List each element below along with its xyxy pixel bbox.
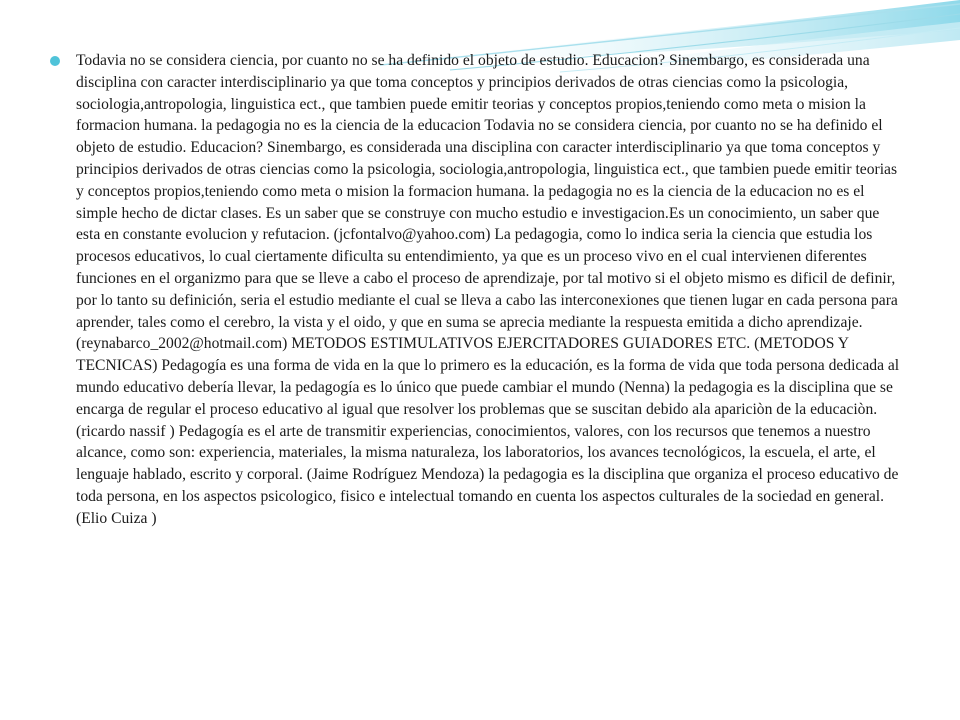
slide-content [50, 50, 900, 530]
bullet-dot-icon [50, 56, 60, 66]
body-paragraph: Todavia no se considera ciencia, por cuanto no se ha definido el objeto de estudio. Educacion? Sinembargo, es considerada una disciplina con caracter interdisciplinario ya que toma conceptos y principios derivados de otras ciencias como la psicologia, sociologia,antropologia, linguistica ect., que tambien puede emitir teorias y conceptos propios,teniendo como meta o mision la formacion humana. la pedagogia no es la ciencia de la educacion Todavia no se considera ciencia, por cuanto no se ha definido el objeto de estudio. Educacion? Sinembargo, es considerada una disciplina con caracter interdisciplinario ya que toma conceptos y principios derivados de otras ciencias como la psicologia, sociologia,antropologia, linguistica ect., que tambien puede emitir teorias y conceptos propios,teniendo como meta o mision la formacion humana. la pedagogia no es la ciencia de la educacion no es el simple hecho de dictar clases. Es un saber que se construye con mucho estudio e investigacion.Es un conocimiento, un saber que esta en constante evolucion y refutacion. (jcfontalvo@yahoo.com) La pedagogia, como lo indica seria la ciencia que estudia los procesos educativos, lo cual ciertamente dificulta su entendimiento, ya que es un proceso vivo en el cual intervienen diferentes funciones en el organizmo para que se lleve a cabo el proceso de aprendizaje, por tal motivo si el objeto mismo es dificil de definir, por lo tanto su definición, seria el estudio mediante el cual se lleva a cabo las interconexiones que tienen lugar en cada persona para aprender, tales como el cerebro, la vista y el oido, y que en suma se aprecia mediante la respuesta emitida a dicho aprendizaje. (reynabarco_2002@hotmail.com) METODOS ESTIMULATIVOS EJERCITADORES GUIADORES ETC. (METODOS Y TECNICAS) Pedagogía es una forma de vida en la que lo primero es la educación, es la forma de vida que toda persona dedicada al mundo educativo debería llevar, la pedagogía es lo único que puede cambiar el mundo (Nenna) la pedagogia es la disciplina que se encarga de regular el proceso educativo al igual que resolver los problemas que se suscitan debido ala apariciòn de la educaciòn. (ricardo nassif ) Pedagogía es el arte de transmitir experiencias, conocimientos, valores, con los recursos que tenemos a nuestro alcance, como son: experiencia, materiales, la misma naturaleza, los laboratorios, los avances tecnológicos, la escuela, el arte, el lenguaje hablado, escrito y corporal. (Jaime Rodríguez Mendoza) la pedagogia es la disciplina que organiza el proceso educativo de toda persona, en los aspectos psicologico, fisico e intelectual tomando en cuenta los aspectos culturales de la sociedad en general. (Elio Cuiza ) [76, 52, 900, 527]
bullet-item [50, 50, 900, 530]
